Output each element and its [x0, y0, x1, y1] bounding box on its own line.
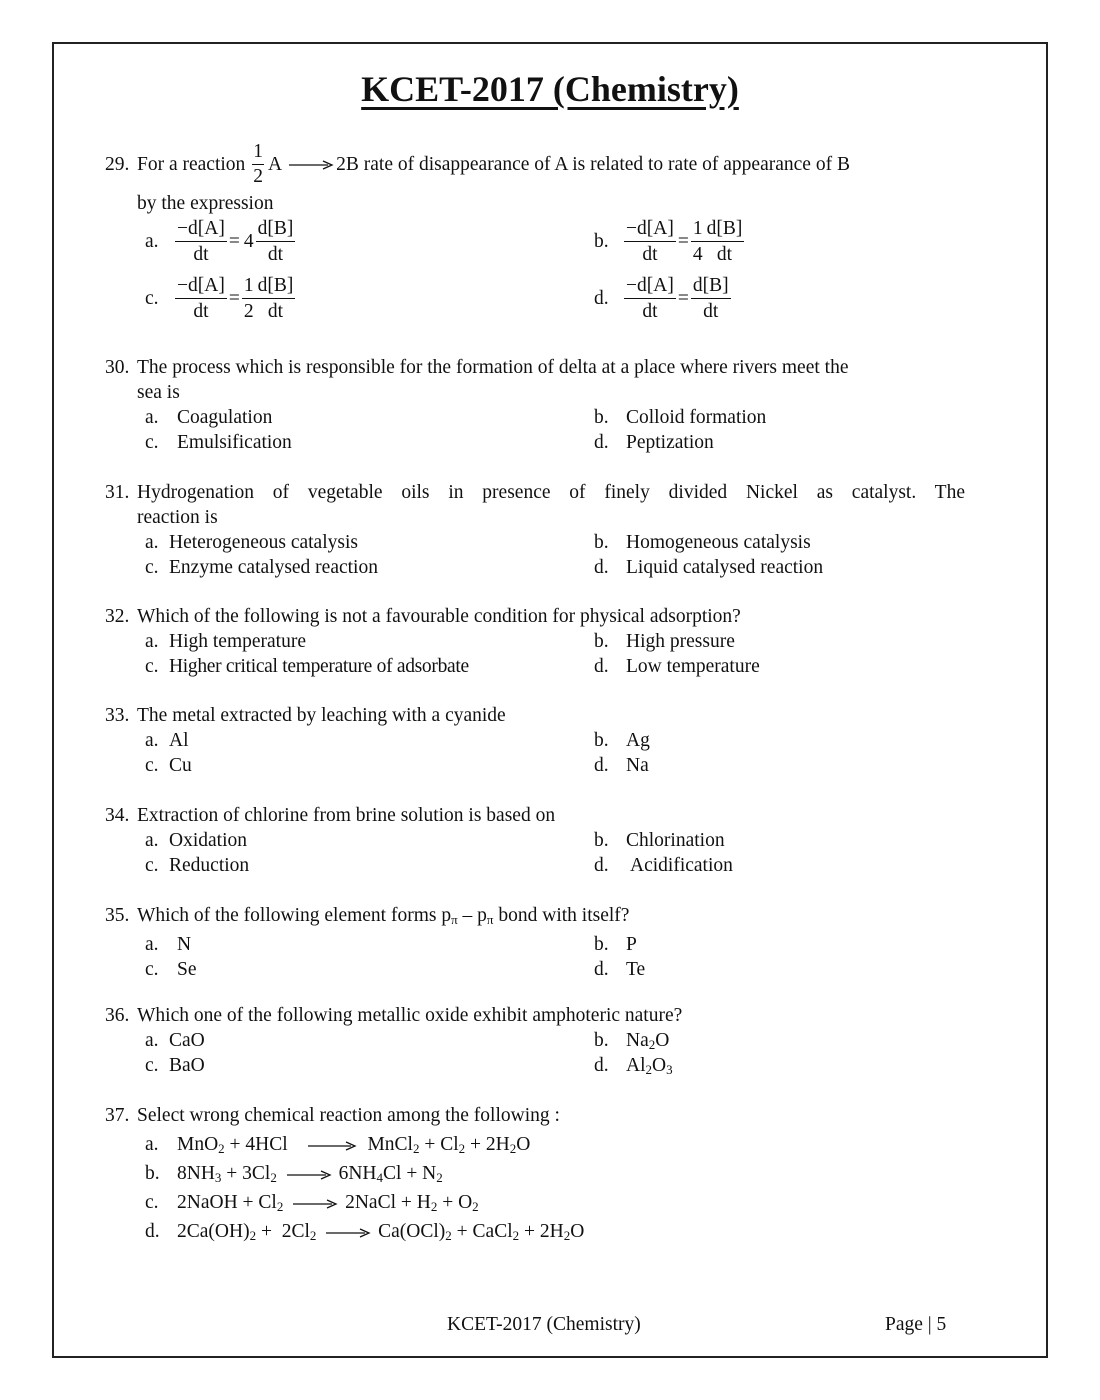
option-a[interactable] [145, 1132, 965, 1161]
option-a[interactable] [145, 405, 272, 430]
question-number: 29. [105, 154, 130, 175]
question-37 [105, 1103, 965, 1248]
option-b[interactable] [594, 216, 744, 267]
option-text: O [652, 1055, 667, 1076]
option-text: Acidification [630, 855, 733, 876]
fraction-coef [242, 273, 256, 324]
fraction-lhs [624, 216, 676, 267]
option-label: c. [145, 432, 159, 453]
equals-sign: = [677, 231, 689, 252]
option-c[interactable] [145, 853, 249, 878]
subscript: 2 [645, 1062, 652, 1077]
product: + 2H [465, 1134, 510, 1155]
denominator: 4 [692, 244, 703, 265]
option-label: c. [145, 755, 159, 776]
option-text: Homogeneous catalysis [626, 532, 811, 553]
option-d[interactable] [594, 430, 714, 455]
option-b[interactable] [594, 1028, 669, 1053]
numerator: d[B] [691, 273, 731, 299]
option-a[interactable] [145, 932, 191, 957]
denominator: dt [703, 301, 719, 322]
product: Cl + N [383, 1163, 437, 1184]
denominator: dt [716, 244, 733, 265]
option-d[interactable] [594, 1053, 673, 1078]
option-d[interactable] [594, 654, 760, 679]
numerator: 1 [691, 216, 705, 242]
option-d[interactable] [594, 753, 649, 778]
fraction-lhs [175, 273, 227, 324]
option-a[interactable] [145, 728, 189, 753]
numerator: d[B] [256, 273, 296, 299]
option-text: Se [177, 959, 197, 980]
fraction-rhs [691, 273, 731, 324]
option-text: Colloid formation [626, 407, 767, 428]
option-c[interactable] [145, 654, 469, 679]
product: + O [437, 1192, 473, 1213]
question-text-pre: Which of the following element forms [137, 905, 437, 926]
question-30 [105, 355, 965, 455]
option-b[interactable] [594, 828, 725, 853]
option-text: CaO [169, 1030, 205, 1051]
fraction-one-half [251, 140, 265, 189]
species-a: A [268, 154, 283, 175]
option-label: b. [594, 730, 609, 751]
orbital-p: p [441, 905, 452, 926]
question-number: 36. [105, 1005, 130, 1026]
option-c[interactable] [145, 555, 378, 580]
question-text: Which of the following is not a favourable condition for physical adsorption? [137, 606, 741, 627]
option-d[interactable] [594, 853, 733, 878]
question-36 [105, 1003, 965, 1078]
option-b[interactable] [594, 530, 811, 555]
option-label: b. [594, 830, 609, 851]
option-d[interactable] [594, 957, 645, 982]
option-b[interactable] [145, 1161, 965, 1190]
reactant: 2NaOH + Cl [177, 1192, 277, 1213]
option-label: c. [145, 855, 159, 876]
question-text-post: bond with itself? [493, 905, 630, 926]
option-b[interactable] [594, 932, 637, 957]
option-label: c. [145, 959, 159, 980]
question-text: Extraction of chlorine from brine solution is based on [137, 805, 556, 826]
option-b[interactable] [594, 728, 650, 753]
option-label: d. [594, 855, 609, 876]
numerator: d[B] [705, 216, 745, 242]
question-35 [105, 903, 965, 982]
option-text: Reduction [169, 855, 250, 876]
option-c[interactable] [145, 273, 295, 324]
subscript: 2 [430, 1199, 438, 1214]
product: MnCl [367, 1134, 413, 1155]
option-label: b. [594, 231, 609, 252]
option-label: a. [145, 631, 159, 652]
option-text: Te [626, 959, 646, 980]
subscript: 4 [376, 1170, 384, 1185]
reaction-arrow-icon [288, 159, 334, 171]
question-text: Select wrong chemical reaction among the following : [137, 1105, 560, 1126]
pi-subscript: π [451, 912, 458, 927]
subscript: 2 [445, 1228, 452, 1243]
option-text: Higher critical temperature of adsorbate [169, 656, 469, 677]
option-c[interactable] [145, 753, 192, 778]
option-text: Heterogeneous catalysis [169, 532, 358, 553]
option-label: d. [594, 557, 609, 578]
option-a[interactable] [145, 828, 247, 853]
question-number: 33. [105, 705, 130, 726]
fraction-numerator: 1 [252, 140, 264, 165]
subscript: 2 [276, 1199, 284, 1214]
option-label: c. [145, 557, 159, 578]
product: O [570, 1221, 585, 1242]
option-text: P [626, 934, 637, 955]
numerator: −d[A] [175, 216, 227, 242]
question-number: 34. [105, 805, 130, 826]
product: + Cl [419, 1134, 459, 1155]
option-label: d. [594, 656, 609, 677]
subscript: 2 [509, 1141, 517, 1156]
fraction-coef [691, 216, 705, 267]
subscript: 2 [309, 1228, 317, 1243]
option-a[interactable] [145, 1028, 205, 1053]
numerator: −d[A] [624, 273, 676, 299]
equals-sign: = [228, 231, 240, 252]
option-text: Na [626, 755, 649, 776]
option-label: b. [594, 407, 609, 428]
option-label: c. [145, 288, 159, 309]
fraction-rhs [256, 273, 296, 324]
question-text: Hydrogenation of vegetable oils in presence of finely divided Nickel as catalyst. The [137, 482, 965, 503]
orbital-p: p [477, 905, 487, 926]
denominator: dt [642, 301, 658, 322]
option-label: a. [145, 407, 159, 428]
fraction-lhs [175, 216, 227, 267]
fraction-rhs [705, 216, 745, 267]
option-label: a. [145, 730, 159, 751]
pi-subscript: π [486, 912, 494, 927]
subscript: 2 [412, 1141, 420, 1156]
option-label: a. [145, 532, 159, 553]
option-label: b. [594, 934, 609, 955]
subscript: 2 [648, 1037, 656, 1052]
option-label: d. [594, 959, 609, 980]
option-c[interactable] [145, 957, 197, 982]
subscript: 3 [214, 1170, 222, 1185]
reaction-arrow-icon [325, 1227, 371, 1239]
option-text: High pressure [626, 631, 735, 652]
option-text: Coagulation [177, 407, 273, 428]
question-text-line2: reaction is [137, 507, 218, 528]
denominator: dt [193, 301, 209, 322]
option-text: Chlorination [626, 830, 725, 851]
coefficient: 4 [243, 231, 254, 252]
option-label: a. [145, 934, 159, 955]
denominator: dt [267, 244, 284, 265]
option-text: Emulsification [177, 432, 292, 453]
option-b[interactable] [594, 629, 735, 654]
option-label: c. [145, 1192, 159, 1213]
option-label: d. [594, 432, 609, 453]
equals-sign: = [677, 288, 689, 309]
option-c[interactable] [145, 1053, 205, 1078]
footer-title: KCET-2017 (Chemistry) [447, 1314, 641, 1335]
equals-sign: = [228, 288, 240, 309]
option-label: b. [145, 1163, 160, 1184]
subscript: 2 [270, 1170, 277, 1185]
reactant: 8NH [177, 1163, 215, 1184]
option-b[interactable] [594, 405, 766, 430]
question-33 [105, 703, 965, 778]
option-a[interactable] [145, 629, 306, 654]
option-a[interactable] [145, 216, 295, 267]
question-31 [105, 480, 965, 580]
option-text: Oxidation [169, 830, 247, 851]
option-label: a. [145, 231, 159, 252]
option-label: c. [145, 1055, 159, 1076]
option-text: Na [626, 1030, 649, 1051]
option-text: Liquid catalysed reaction [626, 557, 824, 578]
option-label: c. [145, 656, 159, 677]
denominator: dt [267, 301, 284, 322]
option-label: a. [145, 1134, 159, 1155]
numerator: 1 [242, 273, 256, 299]
fraction-lhs [624, 273, 676, 324]
numerator: −d[A] [624, 216, 676, 242]
option-c[interactable] [145, 1190, 965, 1219]
question-text: The process which is responsible for the formation of delta at a place where rivers meet the [137, 357, 849, 378]
subscript: 2 [472, 1199, 479, 1214]
numerator: d[B] [256, 216, 296, 242]
question-34 [105, 803, 965, 878]
question-text-cont: 2B rate of disappearance of A is related to rate of appearance of B [336, 154, 850, 175]
product: + CaCl [451, 1221, 513, 1242]
option-label: a. [145, 830, 159, 851]
option-text: Al [169, 730, 189, 751]
subscript: 2 [249, 1228, 257, 1243]
product: Ca(OCl) [378, 1221, 446, 1242]
reactant: + 3Cl [221, 1163, 271, 1184]
product: O [516, 1134, 531, 1155]
question-text: For a reaction [137, 154, 246, 175]
reactant: + 2Cl [256, 1221, 310, 1242]
option-label: a. [145, 1030, 159, 1051]
option-text: N [177, 934, 192, 955]
option-a[interactable] [145, 530, 358, 555]
question-number: 30. [105, 357, 130, 378]
option-text: Enzyme catalysed reaction [169, 557, 378, 578]
option-text: High temperature [169, 631, 306, 652]
option-label: b. [594, 1030, 609, 1051]
reactant: MnO [177, 1134, 219, 1155]
subscript: 2 [436, 1170, 443, 1185]
option-d[interactable] [594, 555, 823, 580]
option-c[interactable] [145, 430, 292, 455]
subscript: 2 [563, 1228, 571, 1243]
subscript: 2 [512, 1228, 520, 1243]
page-title: KCET-2017 (Chemistry) [361, 69, 739, 109]
fraction-denominator: 2 [253, 166, 264, 187]
option-text: BaO [169, 1055, 205, 1076]
option-label: d. [145, 1221, 160, 1242]
question-text [137, 903, 965, 932]
denominator: dt [642, 244, 658, 265]
question-text: The metal extracted by leaching with a cyanide [137, 705, 506, 726]
product: 2NaCl + H [345, 1192, 431, 1213]
option-label: b. [594, 631, 609, 652]
denominator: dt [193, 244, 209, 265]
fraction-rhs [256, 216, 296, 267]
denominator: 2 [243, 301, 254, 322]
option-label: d. [594, 755, 609, 776]
product: 6NH [338, 1163, 377, 1184]
option-text: Cu [169, 755, 192, 776]
reactant: 2Ca(OH) [177, 1221, 250, 1242]
reaction-arrow-icon [307, 1140, 357, 1152]
reaction-arrow-icon [286, 1169, 332, 1181]
option-label: b. [594, 532, 609, 553]
dash: – [457, 905, 478, 926]
numerator: −d[A] [175, 273, 227, 299]
option-label: d. [594, 288, 609, 309]
question-text-line2: sea is [137, 382, 180, 403]
reaction-arrow-icon [292, 1198, 338, 1210]
option-d[interactable] [145, 1219, 965, 1248]
reactant: + 4HCl [224, 1134, 288, 1155]
question-number: 35. [105, 905, 130, 926]
product: + 2H [519, 1221, 564, 1242]
option-text: Peptization [626, 432, 714, 453]
question-text: Which one of the following metallic oxide exhibit amphoteric nature? [137, 1005, 683, 1026]
subscript: 3 [666, 1062, 673, 1077]
option-text: Al [626, 1055, 646, 1076]
subscript: 2 [458, 1141, 466, 1156]
question-text-line2: by the expression [137, 193, 274, 214]
footer-page-number: Page | 5 [885, 1314, 947, 1335]
subscript: 2 [218, 1141, 225, 1156]
question-29 [105, 140, 965, 330]
question-number: 31. [105, 482, 130, 503]
question-32 [105, 604, 965, 679]
option-text: Low temperature [626, 656, 760, 677]
option-label: d. [594, 1055, 609, 1076]
option-d[interactable] [594, 273, 731, 324]
option-text: Ag [626, 730, 650, 751]
question-number: 37. [105, 1105, 130, 1126]
option-text: O [655, 1030, 670, 1051]
question-number: 32. [105, 606, 130, 627]
